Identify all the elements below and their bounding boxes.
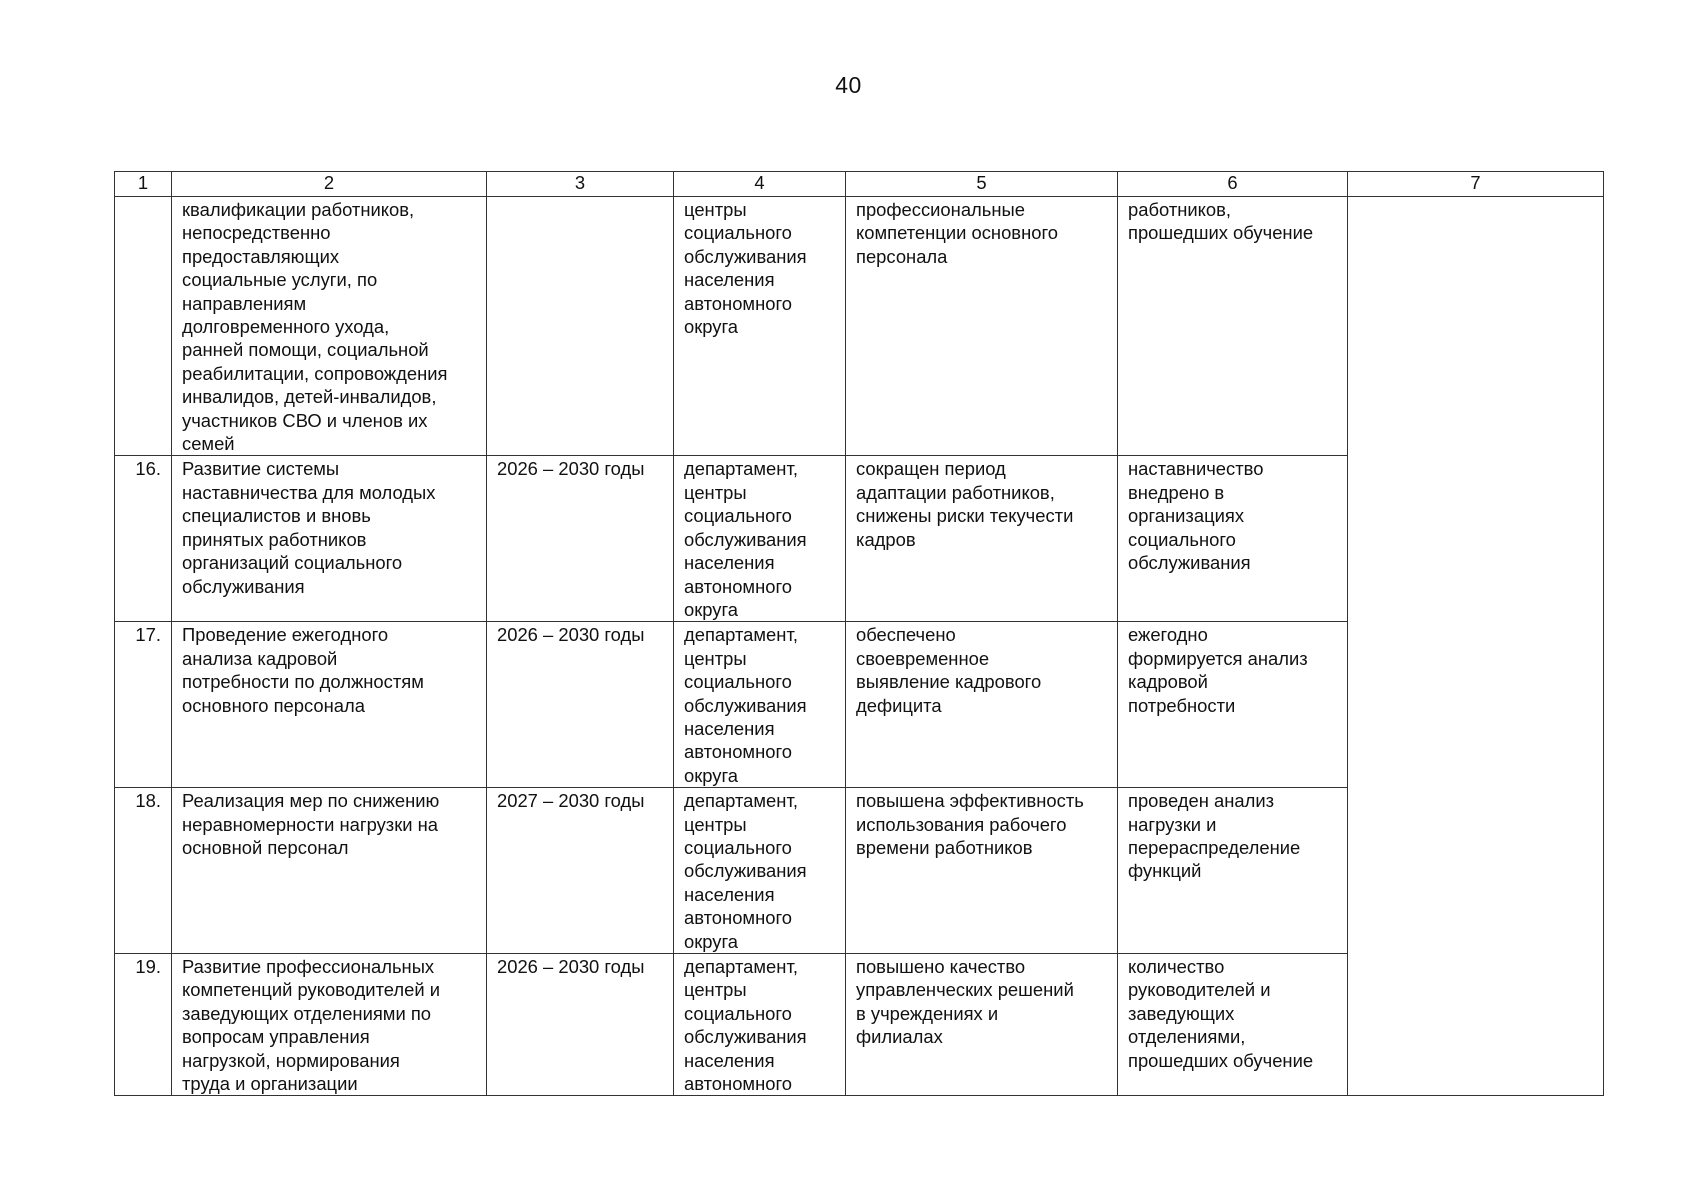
result-cell: повышена эффективность использования рабочего времени работников bbox=[846, 788, 1118, 954]
row-number: 17. bbox=[115, 622, 172, 788]
period-cell: 2026 – 2030 годы bbox=[487, 622, 674, 788]
column-header-6: 6 bbox=[1118, 172, 1348, 197]
executor-cell: центры социального обслуживания населения автономного округа bbox=[674, 197, 846, 456]
indicator-cell: ежегодно формируется анализ кадровой потребности bbox=[1118, 622, 1348, 788]
measure-cell: Реализация мер по снижению неравномерности нагрузки на основной персонал bbox=[172, 788, 487, 954]
measure-cell: Развитие профессиональных компетенций руководителей и заведующих отделениями по вопросам управления нагрузкой, нормирования труда и организации bbox=[172, 954, 487, 1096]
measure-cell: Проведение ежегодного анализа кадровой потребности по должностям основного персонала bbox=[172, 622, 487, 788]
page-number: 40 bbox=[835, 72, 862, 98]
executor-cell: департамент, центры социального обслуживания населения автономного bbox=[674, 954, 846, 1096]
row-number bbox=[115, 197, 172, 456]
row-number: 19. bbox=[115, 954, 172, 1096]
period-cell bbox=[487, 197, 674, 456]
column-header-3: 3 bbox=[487, 172, 674, 197]
column-header-7: 7 bbox=[1348, 172, 1604, 197]
indicator-cell: наставничество внедрено в организациях социального обслуживания bbox=[1118, 456, 1348, 622]
indicator-cell: количество руководителей и заведующих отделениями, прошедших обучение bbox=[1118, 954, 1348, 1096]
period-cell: 2026 – 2030 годы bbox=[487, 456, 674, 622]
result-cell: профессиональные компетенции основного персонала bbox=[846, 197, 1118, 456]
period-cell: 2026 – 2030 годы bbox=[487, 954, 674, 1096]
executor-cell: департамент, центры социального обслуживания населения автономного округа bbox=[674, 788, 846, 954]
measure-cell: квалификации работников, непосредственно предоставляющих социальные услуги, по направлениям долговременного ухода, ранней помощи, социальной реабилитации, сопровождения инвалидов, детей-инвалидов, участников СВО и членов их семей bbox=[172, 197, 487, 456]
column-header-2: 2 bbox=[172, 172, 487, 197]
plan-table bbox=[114, 171, 1604, 1096]
result-cell: повышено качество управленческих решений в учреждениях и филиалах bbox=[846, 954, 1118, 1096]
row-number: 18. bbox=[115, 788, 172, 954]
executor-cell: департамент, центры социального обслуживания населения автономного округа bbox=[674, 622, 846, 788]
column-header-4: 4 bbox=[674, 172, 846, 197]
column-7-cell bbox=[1348, 197, 1604, 1096]
result-cell: обеспечено своевременное выявление кадрового дефицита bbox=[846, 622, 1118, 788]
measure-cell: Развитие системы наставничества для молодых специалистов и вновь принятых работников организаций социального обслуживания bbox=[172, 456, 487, 622]
table-header-row bbox=[115, 172, 1604, 197]
indicator-cell: проведен анализ нагрузки и перераспределение функций bbox=[1118, 788, 1348, 954]
indicator-cell: работников, прошедших обучение bbox=[1118, 197, 1348, 456]
result-cell: сокращен период адаптации работников, снижены риски текучести кадров bbox=[846, 456, 1118, 622]
period-cell: 2027 – 2030 годы bbox=[487, 788, 674, 954]
table-row bbox=[115, 197, 1604, 456]
column-header-1: 1 bbox=[115, 172, 172, 197]
executor-cell: департамент, центры социального обслуживания населения автономного округа bbox=[674, 456, 846, 622]
row-number: 16. bbox=[115, 456, 172, 622]
column-header-5: 5 bbox=[846, 172, 1118, 197]
